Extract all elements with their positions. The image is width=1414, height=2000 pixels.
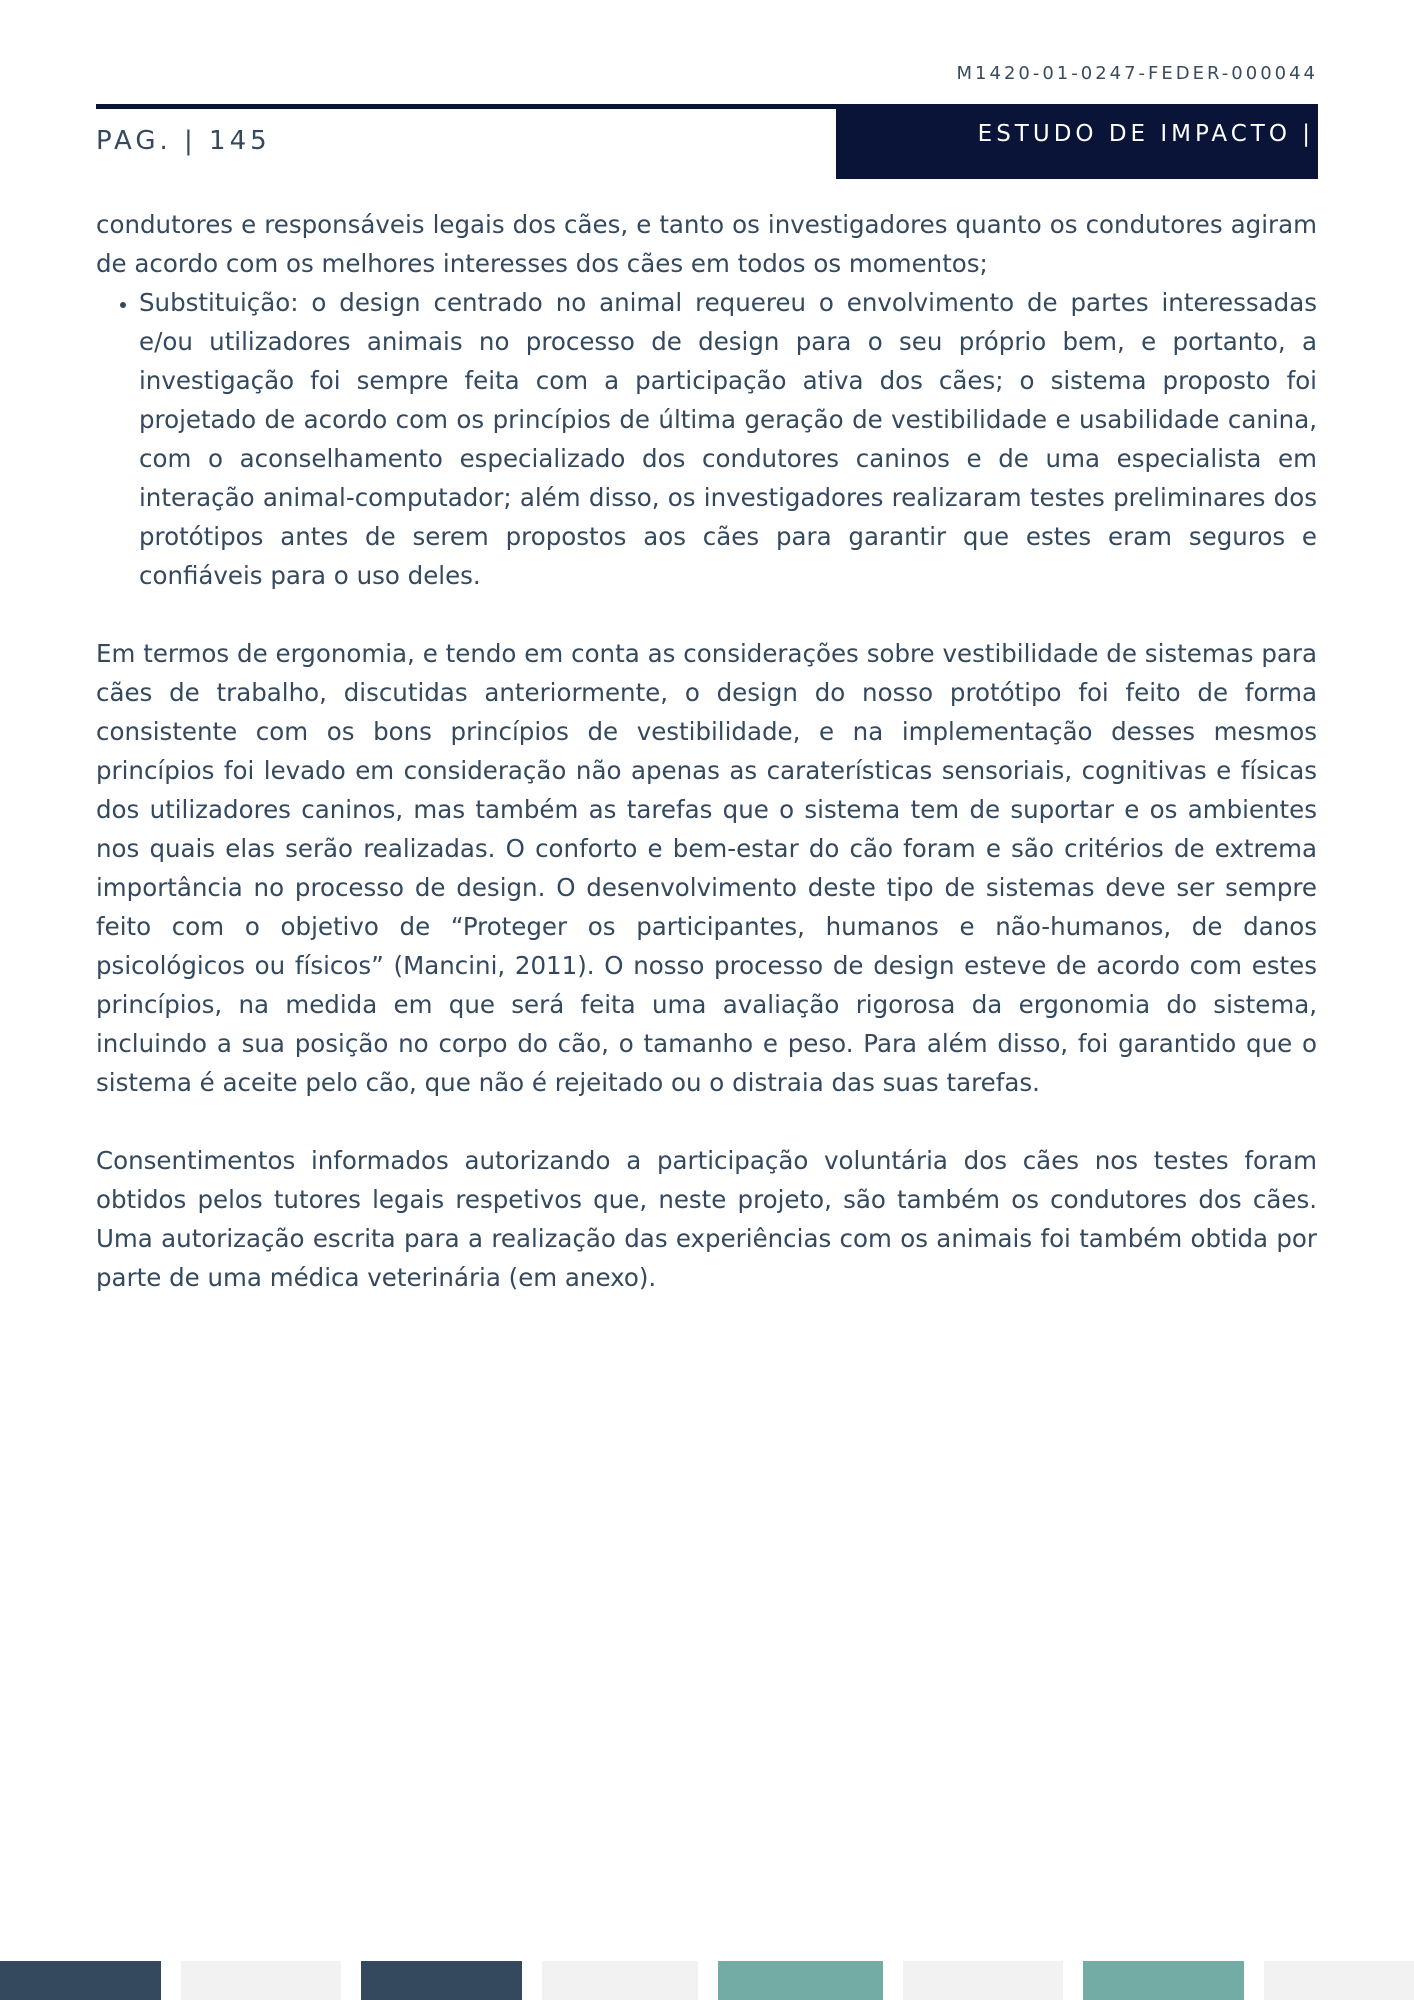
footer-block-light [1264,1961,1414,2000]
footer-block-light [542,1961,698,2000]
bullet-list [96,283,1317,595]
page-content [96,205,1317,1297]
project-code: M1420-01-0247-FEDER-000044 [956,63,1318,84]
paragraph-consent: Consentimentos informados autorizando a participação voluntária dos cães nos testes foram obtidos pelos tutores legais respetivos que, neste projeto, são também os condutores dos cães. Uma autorização escrita para a realização das experiências com os animais foi também obtida por parte de uma médica veterinária (em anexo). [96,1146,1317,1292]
footer-block-dark [0,1961,161,2000]
page-number: PAG. | 145 [96,126,271,156]
footer-block-light [181,1961,341,2000]
footer-block-dark [361,1961,522,2000]
footer-block-light [903,1961,1063,2000]
document-title: ESTUDO DE IMPACTO | [977,120,1314,147]
document-title-banner [836,104,1318,179]
list-item: • Substituição: o design centrado no animal requereu o envolvimento de partes interessadas e/ou utilizadores animais no processo de design para o seu próprio bem, e portanto, a investigação foi sempre feita com a participação ativa dos cães; o sistema proposto foi projetado de acordo com os princípios de última geração de vestibilidade e usabilidade canina, com o aconselhamento especializado dos condutores caninos e de uma especialista em interação animal-computador; além disso, os investigadores realizaram testes preliminares dos protótipos antes de serem propostos aos cães para garantir que estes eram seguros e confiáveis para o uso deles. [139,283,1317,595]
continuation-text: condutores e responsáveis legais dos cães, e tanto os investigadores quanto os condutores agiram de acordo com os melhores interesses dos cães em todos os momentos; [96,210,1317,278]
footer-block-teal [1083,1961,1244,2000]
footer-block-teal [718,1961,883,2000]
paragraph-ergonomics: Em termos de ergonomia, e tendo em conta as considerações sobre vestibilidade de sistemas para cães de trabalho, discutidas anteriormente, o design do nosso protótipo foi feito de forma consistente com os bons princípios de vestibilidade, e na implementação desses mesmos princípios foi levado em consideração não apenas as caraterísticas sensoriais, cognitivas e físicas dos utilizadores caninos, mas também as tarefas que o sistema tem de suportar e os ambientes nos quais elas serão realizadas. O conforto e bem-estar do cão foram e são critérios de extrema importância no processo de design. O desenvolvimento deste tipo de sistemas deve ser sempre feito com o objetivo de “Proteger os participantes, humanos e não-humanos, de danos psicológicos ou físicos” (Mancini, 2011). O nosso processo de design esteve de acordo com estes princípios, na medida em que será feita uma avaliação rigorosa da ergonomia do sistema, incluindo a sua posição no corpo do cão, o tamanho e peso. Para além disso, foi garantido que o sistema é aceite pelo cão, que não é rejeitado ou o distraia das suas tarefas. [96,639,1317,1097]
